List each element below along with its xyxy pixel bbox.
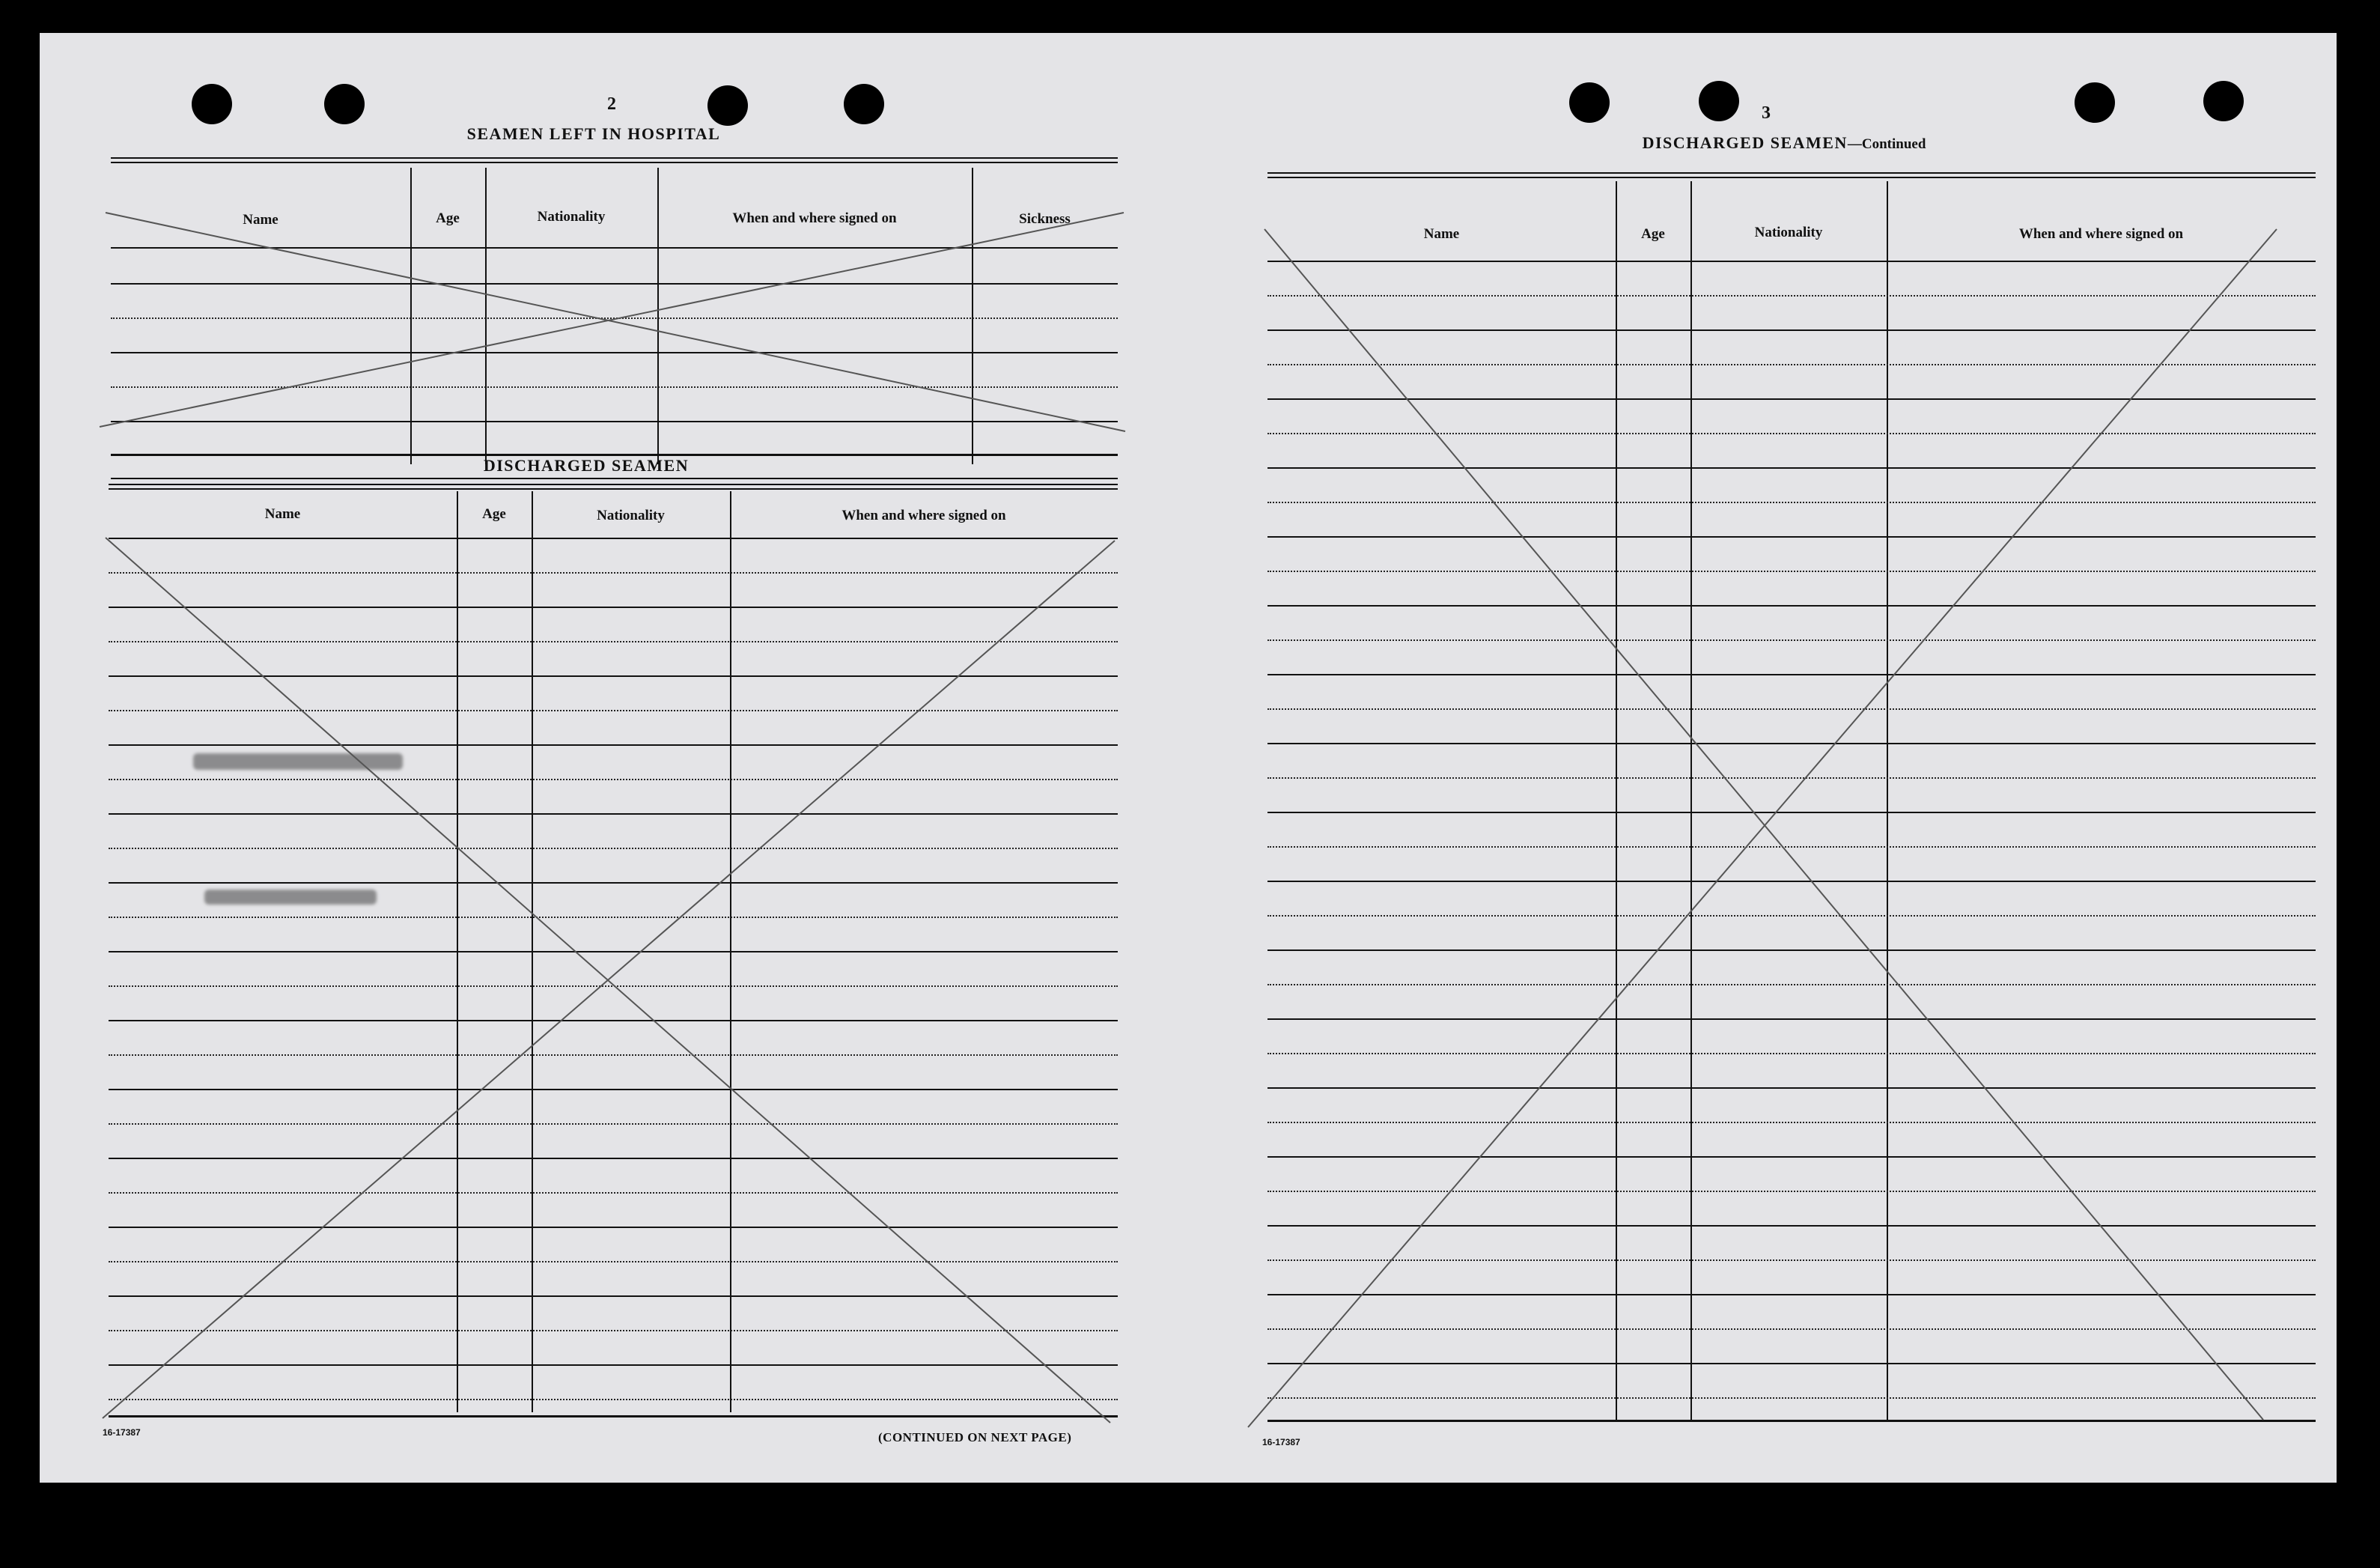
discharged-section-title: DISCHARGED SEAMEN	[483, 456, 690, 475]
column-header-when-where: When and where signed on	[841, 508, 1006, 523]
cross-stroke	[106, 213, 1125, 431]
column-header-nationality: Nationality	[597, 508, 665, 523]
form-number-left: 16-17387	[103, 1427, 141, 1438]
cancellation-cross	[40, 33, 2337, 1483]
form-number-right: 16-17387	[1262, 1437, 1300, 1447]
continued-footer: (CONTINUED ON NEXT PAGE)	[878, 1430, 1072, 1444]
hospital-section-title: SEAMEN LEFT IN HOSPITAL	[466, 124, 721, 143]
page-number-right: 3	[1762, 103, 1771, 123]
column-header-nationality: Nationality	[1754, 225, 1823, 240]
cross-stroke	[1264, 229, 2263, 1420]
scanned-sheet	[40, 33, 2337, 1483]
column-header-age: Age	[482, 506, 506, 522]
column-header-nationality: Nationality	[537, 209, 606, 225]
column-header-sickness: Sickness	[1019, 211, 1071, 227]
cross-stroke	[103, 541, 1115, 1418]
column-header-age: Age	[1641, 226, 1665, 242]
column-header-when-where: When and where signed on	[732, 210, 897, 226]
title-suffix: —Continued	[1847, 136, 1926, 152]
cross-stroke	[1248, 229, 2277, 1427]
title-main: DISCHARGED SEAMEN	[1642, 133, 1848, 152]
page-number-left: 2	[607, 94, 616, 114]
column-header-name: Name	[264, 506, 301, 522]
column-header-name: Name	[243, 212, 279, 228]
column-header-age: Age	[436, 210, 460, 226]
column-header-when-where: When and where signed on	[2018, 226, 2184, 242]
column-header-name: Name	[1423, 226, 1460, 242]
